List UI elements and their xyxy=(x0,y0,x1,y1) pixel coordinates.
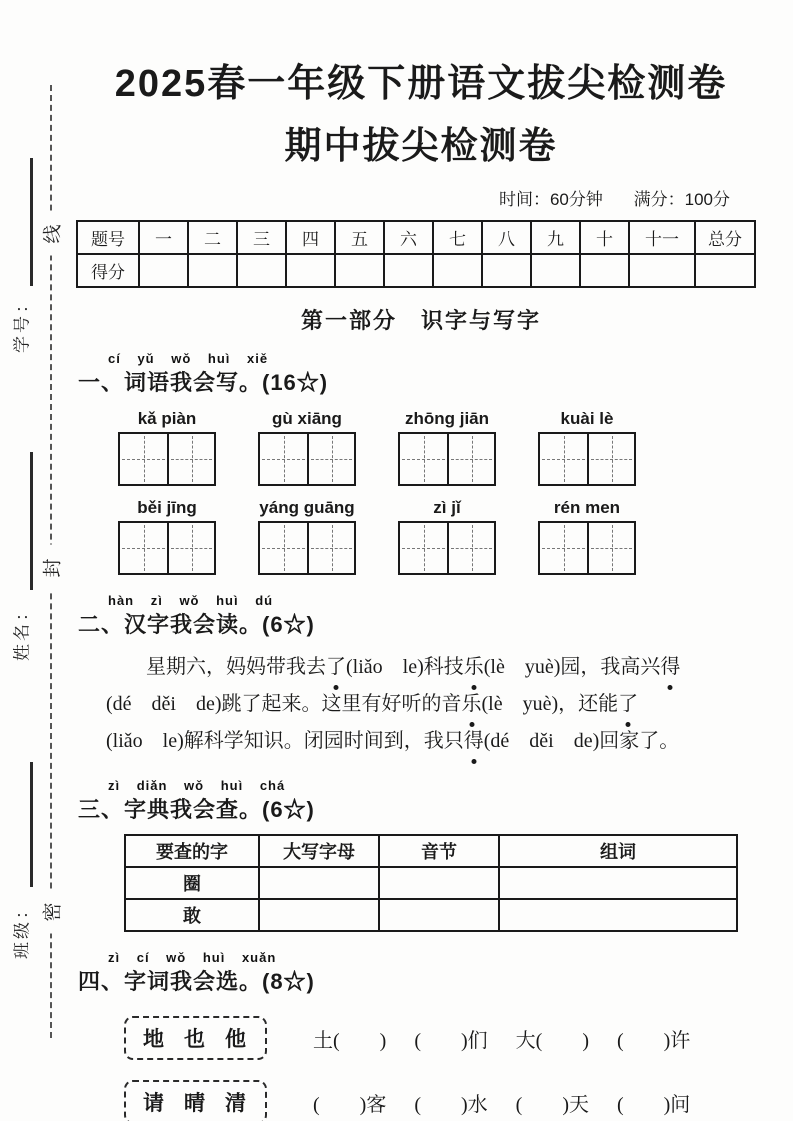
choice-blanks xyxy=(313,1088,690,1117)
score-column-4: 四 xyxy=(286,221,335,254)
choice-blank: ( )们 xyxy=(414,1029,488,1052)
score-table-score-label: 得分 xyxy=(77,254,139,287)
tianzige-grid xyxy=(398,521,496,575)
tianzige-cell xyxy=(260,523,307,573)
tianzige-cell xyxy=(120,523,167,573)
tianzige-cell xyxy=(260,434,307,484)
seal-char-mi: 密 xyxy=(35,888,68,933)
emphasized-char: 乐 xyxy=(462,686,482,723)
tianzige-cell xyxy=(447,523,494,573)
word-pinyin: kǎ piàn xyxy=(137,409,197,428)
lookup-empty-cell xyxy=(499,867,737,899)
word-grid-row-2 xyxy=(118,498,770,575)
section2-heading: 二、汉字我会读。(6☆) xyxy=(78,612,315,637)
exam-time: 时间：60分钟 xyxy=(498,190,603,209)
passage-text: (dé děi de)回家了。 xyxy=(483,730,680,752)
exam-full-score: 满分：100分 xyxy=(633,190,730,209)
lookup-empty-cell xyxy=(259,899,379,931)
score-column-12: 总分 xyxy=(695,221,755,254)
choice-blank: ( )水 xyxy=(414,1093,488,1116)
lookup-char: 敢 xyxy=(125,899,259,931)
word-block xyxy=(398,498,496,575)
word-block xyxy=(538,498,636,575)
student-class-label: 班级： xyxy=(12,899,32,959)
main-content xyxy=(72,0,770,1121)
reading-passage xyxy=(106,649,754,760)
score-empty-cell xyxy=(531,254,580,287)
page-subtitle: 期中拔尖检测卷 xyxy=(284,125,558,166)
score-empty-cell xyxy=(695,254,755,287)
lookup-empty-cell xyxy=(499,899,737,931)
lookup-header-row xyxy=(125,835,737,867)
word-block xyxy=(398,409,496,486)
choice-blank: 土( ) xyxy=(313,1029,387,1052)
choice-group-2 xyxy=(124,1080,770,1121)
word-pinyin: kuài lè xyxy=(560,409,614,428)
tianzige-cell xyxy=(307,434,354,484)
tianzige-cell xyxy=(540,434,587,484)
word-grid-row-1 xyxy=(118,409,770,486)
student-number-label: 学号： xyxy=(12,293,32,353)
word-block xyxy=(118,498,216,575)
emphasized-char: 了 xyxy=(618,686,638,723)
score-empty-cell xyxy=(482,254,531,287)
choice-option: 请 xyxy=(143,1091,166,1115)
choice-blanks xyxy=(313,1024,690,1053)
page-title: 2025春一年级下册语文拔尖检测卷 xyxy=(114,63,728,105)
passage-text: 星期六，妈妈带我去 xyxy=(146,656,326,678)
choice-blank: ( )问 xyxy=(616,1093,691,1116)
score-empty-cell xyxy=(335,254,384,287)
score-empty-cell xyxy=(629,254,695,287)
student-class-fill-line xyxy=(30,762,33,887)
tianzige-cell xyxy=(540,523,587,573)
tianzige-grid xyxy=(118,432,216,486)
word-block xyxy=(258,409,356,486)
lookup-header-1: 要查的字 xyxy=(125,835,259,867)
tianzige-grid xyxy=(258,521,356,575)
tianzige-cell xyxy=(307,523,354,573)
score-column-8: 八 xyxy=(482,221,531,254)
choice-options-box xyxy=(124,1080,267,1121)
tianzige-grid xyxy=(398,432,496,486)
choice-option: 他 xyxy=(225,1027,248,1051)
word-block xyxy=(538,409,636,486)
lookup-row-2 xyxy=(125,899,737,931)
choice-groups xyxy=(72,1016,770,1121)
choice-blank: 大( ) xyxy=(515,1029,589,1052)
section3-heading: 三、字典我会查。(6☆) xyxy=(78,797,315,822)
student-number-fill-line xyxy=(30,158,33,286)
word-block xyxy=(118,409,216,486)
choice-blank: ( )许 xyxy=(616,1029,691,1052)
score-empty-cell xyxy=(286,254,335,287)
word-pinyin: gù xiāng xyxy=(272,409,342,428)
passage-line-1 xyxy=(106,649,754,686)
score-column-7: 七 xyxy=(433,221,482,254)
score-empty-cell xyxy=(188,254,237,287)
tianzige-cell xyxy=(167,523,214,573)
word-pinyin: rén men xyxy=(553,498,621,517)
emphasized-char: 得 xyxy=(464,723,484,760)
score-column-9: 九 xyxy=(531,221,580,254)
score-empty-cell xyxy=(384,254,433,287)
score-empty-cell xyxy=(433,254,482,287)
tianzige-grid xyxy=(118,521,216,575)
score-column-6: 六 xyxy=(384,221,433,254)
tianzige-cell xyxy=(167,434,214,484)
lookup-empty-cell xyxy=(379,899,499,931)
score-column-3: 三 xyxy=(237,221,286,254)
lookup-empty-cell xyxy=(259,867,379,899)
dictionary-lookup-table xyxy=(124,834,738,932)
choice-blank: ( )客 xyxy=(313,1093,387,1116)
choice-options-box xyxy=(124,1016,267,1060)
passage-text: (liǎo le)科技 xyxy=(346,656,464,678)
choice-option: 地 xyxy=(143,1027,166,1051)
word-pinyin: zì jǐ xyxy=(433,498,461,517)
seal-char-xian: 线 xyxy=(35,210,68,255)
emphasized-char: 了 xyxy=(326,649,346,686)
passage-line-3 xyxy=(106,723,754,760)
seal-char-feng: 封 xyxy=(35,544,68,589)
score-column-2: 二 xyxy=(188,221,237,254)
choice-blank: ( )天 xyxy=(515,1093,589,1116)
word-pinyin: zhōng jiān xyxy=(404,409,490,428)
score-table-question-label: 题号 xyxy=(77,221,139,254)
passage-line-2 xyxy=(106,686,754,723)
tianzige-grid xyxy=(538,521,636,575)
score-column-10: 十 xyxy=(580,221,629,254)
exam-info-line xyxy=(72,185,770,210)
passage-text: (lè yuè)，还能 xyxy=(481,693,619,715)
section4-heading: 四、字词我会选。(8☆) xyxy=(78,969,315,994)
choice-option: 晴 xyxy=(184,1091,207,1115)
score-empty-cell xyxy=(580,254,629,287)
lookup-header-4: 组词 xyxy=(499,835,737,867)
lookup-header-3: 音节 xyxy=(379,835,499,867)
score-column-11: 十一 xyxy=(629,221,695,254)
tianzige-cell xyxy=(587,523,634,573)
choice-option: 清 xyxy=(225,1091,248,1115)
tianzige-grid xyxy=(258,432,356,486)
choice-group-1 xyxy=(124,1016,770,1060)
score-table-header-row xyxy=(77,221,755,254)
section1-heading: 一、词语我会写。(16☆) xyxy=(78,370,329,395)
tianzige-cell xyxy=(587,434,634,484)
emphasized-char: 得 xyxy=(660,649,680,686)
section2-pinyin: hàn zì wǒ huì dú xyxy=(108,593,274,608)
part1-heading: 第一部分 识字与写字 xyxy=(300,308,541,333)
lookup-row-1 xyxy=(125,867,737,899)
word-grid-rows xyxy=(72,409,770,575)
passage-text: (liǎo le)解科学知识。闭园时间到，我只 xyxy=(106,730,464,752)
section1-pinyin: cí yǔ wǒ huì xiě xyxy=(108,351,269,366)
word-pinyin: yáng guāng xyxy=(259,498,355,517)
score-empty-cell xyxy=(139,254,188,287)
lookup-char: 圈 xyxy=(125,867,259,899)
lookup-table-body xyxy=(125,835,737,931)
word-pinyin: běi jīng xyxy=(137,498,197,517)
score-table xyxy=(76,220,756,288)
choice-option: 也 xyxy=(184,1027,207,1051)
tianzige-grid xyxy=(538,432,636,486)
passage-text: (dé děi de)跳了起来。这里有好听的音 xyxy=(106,693,462,715)
tianzige-cell xyxy=(400,434,447,484)
section4-pinyin: zì cí wǒ huì xuǎn xyxy=(108,950,277,965)
score-column-1: 一 xyxy=(139,221,188,254)
score-table-score-row xyxy=(77,254,755,287)
score-empty-cell xyxy=(237,254,286,287)
passage-text: (lè yuè)园，我高兴 xyxy=(483,656,661,678)
lookup-header-2: 大写字母 xyxy=(259,835,379,867)
score-column-5: 五 xyxy=(335,221,384,254)
student-name-label: 姓名： xyxy=(12,601,32,661)
tianzige-cell xyxy=(447,434,494,484)
section3-pinyin: zì diǎn wǒ huì chá xyxy=(108,778,286,793)
lookup-empty-cell xyxy=(379,867,499,899)
emphasized-char: 乐 xyxy=(464,649,484,686)
tianzige-cell xyxy=(400,523,447,573)
word-block xyxy=(258,498,356,575)
student-name-fill-line xyxy=(30,452,33,590)
tianzige-cell xyxy=(120,434,167,484)
